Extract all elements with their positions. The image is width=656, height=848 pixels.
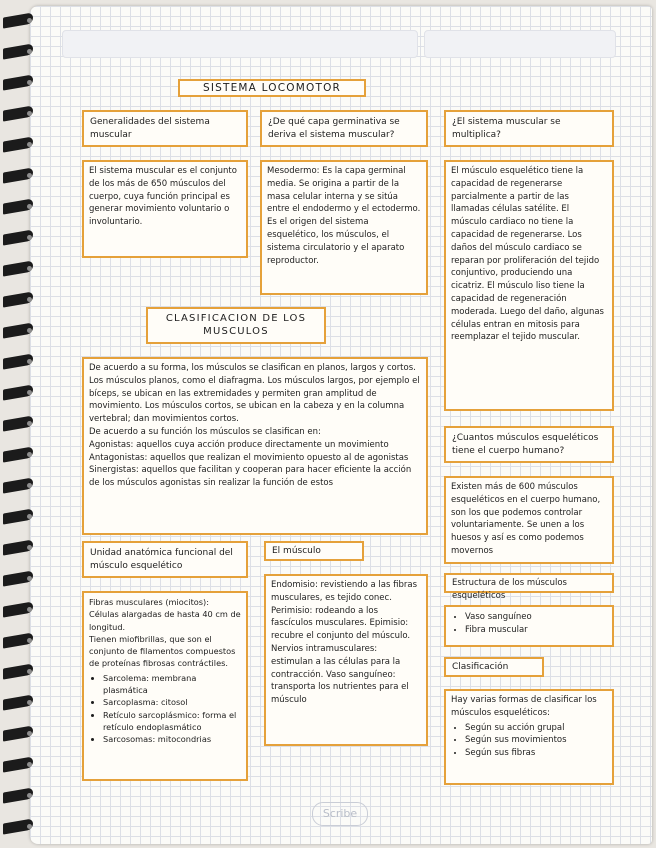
- binding-ring: [0, 262, 34, 276]
- binding-ring: [0, 76, 34, 90]
- clasificacion-sinergistas: Sinergistas: aquellos que facilitan y cooperan para hacer eficiente la acción de los músculos agonistas sin realizar la función de estos: [89, 465, 412, 489]
- multiplica-body-box: [444, 160, 614, 411]
- musculo-heading: El músculo: [272, 546, 321, 556]
- clasif-small-heading-box: [444, 657, 544, 677]
- binding-ring: [0, 107, 34, 121]
- estructura-body-box: [444, 605, 614, 647]
- list-item: • Según su acción grupal: [465, 722, 607, 735]
- list-item: • Vaso sanguíneo: [465, 611, 607, 624]
- capa-body-box: [260, 160, 428, 295]
- binding-ring: [0, 572, 34, 586]
- unidad-heading-box: [82, 541, 248, 578]
- generalidades-body-box: [82, 160, 248, 258]
- page-header-number-strip: [424, 30, 616, 58]
- page-header-date-strip: [62, 30, 418, 58]
- clasif-small-body-box: [444, 689, 614, 785]
- binding-ring: [0, 386, 34, 400]
- page-title: [178, 79, 366, 97]
- unidad-heading: Unidad anatómica funcional del músculo esquelético: [90, 548, 233, 571]
- binding-ring: [0, 789, 34, 803]
- list-item: • Según sus fibras: [465, 747, 607, 760]
- binding-ring: [0, 200, 34, 214]
- binding-ring: [0, 14, 34, 28]
- estructura-heading: Estructura de los músculos esqueléticos: [452, 578, 567, 601]
- binding-ring: [0, 293, 34, 307]
- clasificacion-heading-box: [146, 307, 326, 344]
- scribe-logo: [312, 802, 368, 826]
- list-item: • Sarcoplasma: citosol: [103, 696, 241, 708]
- musculo-heading-box: [264, 541, 364, 561]
- binding-ring: [0, 727, 34, 741]
- clasificacion-funcion-intro: De acuerdo a su función los músculos se clasifican en:: [89, 426, 321, 437]
- binding-ring: [0, 541, 34, 555]
- multiplica-body: El músculo esquelético tiene la capacidad de regenerarse parcialmente a partir de las llamadas células satélite. El músculo cardiaco no tiene la capacidad de regenerarse. Los daños del músculo cardiaco se reparan por proliferación del tejido conjuntivo, produciendo una cicatriz. El músculo liso tiene la capacidad de regeneración moderada. Luego del daño, algunas células entran en mitosis para reemplazar el tejido muscular.: [451, 166, 604, 343]
- page-title-text: SISTEMA LOCOMOTOR: [202, 82, 342, 94]
- list-item: • Retículo sarcoplásmico: forma el retículo endoplasmático: [103, 709, 241, 734]
- multiplica-heading: ¿El sistema muscular se multiplica?: [452, 117, 561, 140]
- binding-ring: [0, 448, 34, 462]
- estructura-list: [451, 611, 607, 637]
- unidad-intro: Fibras musculares (miocitos): Células alargadas de hasta 40 cm de longitud.: [89, 597, 241, 632]
- clasificacion-heading: CLASIFICACION DE LOS MUSCULOS: [165, 313, 307, 337]
- estructura-heading-box: [444, 573, 614, 601]
- binding-ring: [0, 758, 34, 772]
- list-item: • Sarcosomas: mitocondrias: [103, 733, 241, 745]
- binding-ring: [0, 231, 34, 245]
- generalidades-heading-box: [82, 110, 248, 147]
- unidad-body-box: [82, 591, 248, 781]
- list-item: • Sarcolema: membrana plasmática: [103, 672, 241, 697]
- clasif-small-intro: Hay varias formas de clasificar los músculos esqueléticos:: [451, 695, 597, 718]
- binding-ring: [0, 634, 34, 648]
- musculo-body: Endomisio: revistiendo a las fibras musculares, es tejido conec. Perimisio: rodeando a los fascículos musculares. Epimisio: recubre el conjunto del músculo. Nervios intramusculares: estimulan a las células para la contracción. Vaso sanguíneo: transporta los nutrientes para el músculo: [271, 580, 418, 706]
- binding-ring: [0, 324, 34, 338]
- clasificacion-agonistas: Agonistas: aquellos cuya acción produce directamente un movimiento: [89, 439, 389, 450]
- binding-ring: [0, 45, 34, 59]
- cuantos-body-box: [444, 476, 614, 564]
- binding-ring: [0, 510, 34, 524]
- musculo-body-box: [264, 574, 428, 746]
- cuantos-heading: ¿Cuantos músculos esqueléticos tiene el cuerpo humano?: [452, 433, 599, 456]
- clasif-small-heading: Clasificación: [452, 662, 509, 672]
- scribe-logo-text: Scribe: [322, 807, 358, 820]
- generalidades-heading: Generalidades del sistema muscular: [90, 117, 210, 140]
- binding-ring: [0, 603, 34, 617]
- binding-ring: [0, 417, 34, 431]
- binding-ring: [0, 479, 34, 493]
- capa-heading: ¿De qué capa germinativa se deriva el sistema muscular?: [268, 117, 400, 140]
- multiplica-heading-box: [444, 110, 614, 147]
- generalidades-body: El sistema muscular es el conjunto de los más de 650 músculos del cuerpo, cuya función principal es generar movimiento voluntario o involuntario.: [89, 166, 237, 228]
- unidad-list: [89, 672, 241, 746]
- capa-heading-box: [260, 110, 428, 147]
- binding-ring: [0, 820, 34, 834]
- clasificacion-body: De acuerdo a su forma, los músculos se clasifican en planos, largos y cortos. Los músculos planos, como el diafragma. Los músculos largos, por ejemplo el bíceps, se ubican en las extremidades y permiten gran amplitud de movimiento. Los músculos cortos, se ubican en la cabeza y en la columna vertebral; dan movimientos cortos.: [89, 363, 420, 425]
- binding-ring: [0, 665, 34, 679]
- clasificacion-antagonistas: Antagonistas: aquellos que realizan el movimiento opuesto al de agonistas: [89, 452, 409, 463]
- clasificacion-body-box: [82, 357, 428, 535]
- list-item: • Fibra muscular: [465, 624, 607, 637]
- binding-ring: [0, 169, 34, 183]
- binding-ring: [0, 138, 34, 152]
- cuantos-heading-box: [444, 426, 614, 463]
- clasif-small-list: [451, 722, 607, 760]
- binding-ring: [0, 355, 34, 369]
- list-item: • Según sus movimientos: [465, 734, 607, 747]
- capa-body: Mesodermo: Es la capa germinal media. Se origina a partir de la masa celular interna y se sitúa entre el endodermo y el ectodermo. Es el origen del sistema esquelético, los músculos, el sistema circulatorio y el aparato reproductor.: [267, 166, 421, 266]
- unidad-detail: Tienen miofibrillas, que son el conjunto de filamentos compuestos de proteínas fibrosas contráctiles.: [89, 633, 236, 669]
- binding-ring: [0, 696, 34, 710]
- cuantos-body: Existen más de 600 músculos esqueléticos en el cuerpo humano, son los que podemos controlar voluntariamente. Se unen a los huesos y así es como podemos movernos: [451, 482, 601, 556]
